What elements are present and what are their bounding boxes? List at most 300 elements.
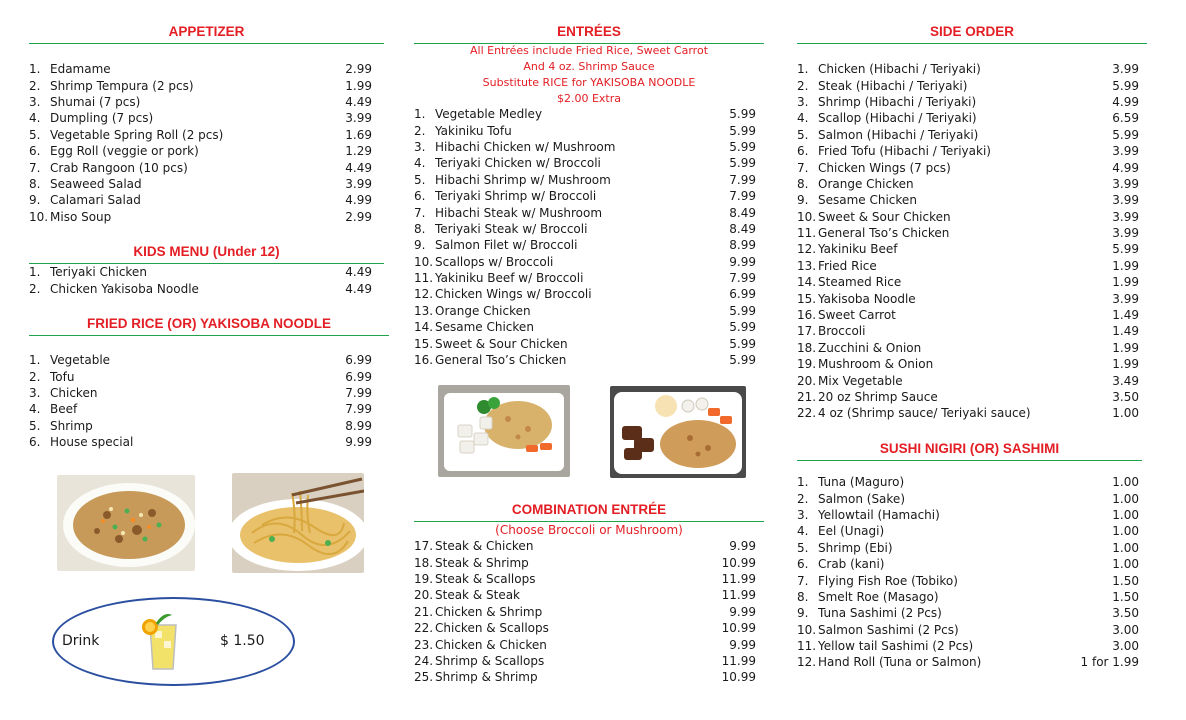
menu-item-num: 19. xyxy=(414,571,434,586)
menu-item-name: Eel (Unagi) xyxy=(818,524,885,539)
menu-item-price: 1.99 xyxy=(1112,275,1139,290)
menu-item-name: Vegetable xyxy=(50,353,111,368)
menu-item-name: General Tso’s Chicken xyxy=(435,353,567,368)
menu-item-name: Yakiniku Beef xyxy=(818,242,898,257)
menu-item xyxy=(797,556,1139,572)
menu-item-price: 5.99 xyxy=(729,107,756,122)
menu-item-num: 10. xyxy=(797,209,817,224)
menu-item xyxy=(29,176,372,192)
menu-item-num: 7. xyxy=(29,160,41,175)
menu-item-name: Seaweed Salad xyxy=(50,176,142,191)
menu-item-num: 4. xyxy=(29,111,41,126)
menu-item xyxy=(797,523,1139,539)
side-order-title: SIDE ORDER xyxy=(929,22,1015,42)
menu-item-name: Orange Chicken xyxy=(435,303,531,318)
menu-item-price: 5.99 xyxy=(729,303,756,318)
menu-item-price: 9.99 xyxy=(729,539,756,554)
steak-entree-photo xyxy=(610,386,746,478)
drink-glass-icon xyxy=(138,611,184,673)
menu-item-price: 3.99 xyxy=(345,111,372,126)
menu-item xyxy=(414,335,756,351)
menu-item-num: 8. xyxy=(414,221,426,236)
menu-item-num: 5. xyxy=(797,540,809,555)
menu-item-name: Dumpling (7 pcs) xyxy=(50,111,154,126)
kids-title: KIDS MENU (Under 12) xyxy=(132,242,280,262)
menu-item-num: 1. xyxy=(797,475,809,490)
menu-item xyxy=(29,352,372,368)
menu-item-price: 8.49 xyxy=(729,205,756,220)
menu-item xyxy=(29,209,372,225)
menu-item-num: 11. xyxy=(797,226,817,241)
fried-rice-list xyxy=(29,352,372,450)
menu-item xyxy=(29,143,372,159)
menu-item-price: 6.59 xyxy=(1112,111,1139,126)
menu-item-price: 1.49 xyxy=(1112,308,1139,323)
menu-item-name: Yakiniku Beef w/ Broccoli xyxy=(435,271,584,286)
menu-item-price: 6.99 xyxy=(345,369,372,384)
menu-item xyxy=(29,61,372,77)
appetizer-list xyxy=(29,61,372,225)
menu-item-name: Teriyaki Shrimp w/ Broccoli xyxy=(435,189,597,204)
menu-item-price: 4.49 xyxy=(345,265,372,280)
sushi-title: SUSHI NIGIRI (OR) SASHIMI xyxy=(879,439,1060,459)
menu-item xyxy=(414,204,756,220)
menu-item xyxy=(414,237,756,253)
menu-item xyxy=(797,225,1139,241)
menu-item-name: Edamame xyxy=(50,62,111,77)
menu-item-price: 3.99 xyxy=(1112,291,1139,306)
menu-item-num: 2. xyxy=(29,369,41,384)
menu-item-name: Chicken & Shrimp xyxy=(435,604,543,619)
menu-item-name: Fried Tofu (Hibachi / Teriyaki) xyxy=(818,144,991,159)
menu-item-num: 6. xyxy=(29,435,41,450)
menu-item xyxy=(414,571,756,587)
menu-item xyxy=(29,77,372,93)
fried-rice-title: FRIED RICE (OR) YAKISOBA NOODLE xyxy=(86,314,332,334)
menu-item-name: Shrimp (Ebi) xyxy=(818,540,893,555)
menu-item xyxy=(797,323,1139,339)
menu-item-name: Shumai (7 pcs) xyxy=(50,94,141,109)
menu-item xyxy=(414,604,756,620)
menu-item-price: 2.99 xyxy=(345,209,372,224)
menu-item-num: 12. xyxy=(797,655,817,670)
menu-item xyxy=(797,143,1139,159)
menu-item-price: 7.99 xyxy=(729,271,756,286)
menu-item-num: 11. xyxy=(414,271,434,286)
menu-item xyxy=(797,307,1139,323)
heading-rule xyxy=(797,43,1147,44)
menu-item-price: 3.50 xyxy=(1112,390,1139,404)
menu-item-name: Crab (kani) xyxy=(818,557,885,572)
menu-item-name: Salmon (Hibachi / Teriyaki) xyxy=(818,127,979,142)
menu-item-num: 14. xyxy=(797,275,817,290)
menu-item xyxy=(797,474,1139,490)
menu-item-price: 8.99 xyxy=(345,418,372,433)
kids-list xyxy=(29,264,372,297)
menu-item-name: General Tso’s Chicken xyxy=(818,226,950,241)
menu-item-name: Fried Rice xyxy=(818,258,877,273)
menu-item xyxy=(797,540,1139,556)
menu-item-name: 20 oz Shrimp Sauce xyxy=(818,390,938,404)
menu-item-price: 10.99 xyxy=(721,621,756,636)
menu-item-name: Mix Vegetable xyxy=(818,373,903,388)
menu-item-name: Steak & Chicken xyxy=(435,539,534,554)
menu-item-num: 7. xyxy=(414,205,426,220)
menu-item-num: 13. xyxy=(797,258,817,273)
menu-item xyxy=(414,620,756,636)
menu-item-name: Steak & Scallops xyxy=(435,571,536,586)
menu-item-price: 7.99 xyxy=(345,385,372,400)
menu-item xyxy=(414,319,756,335)
menu-item-price: 3.99 xyxy=(1112,62,1139,77)
menu-item-num: 20. xyxy=(797,373,817,388)
menu-item-num: 16. xyxy=(797,308,817,323)
menu-item-num: 19. xyxy=(797,357,817,372)
menu-item-price: 4.49 xyxy=(345,160,372,175)
menu-item-num: 5. xyxy=(797,127,809,142)
menu-item-num: 23. xyxy=(414,637,434,652)
menu-item-price: 1.99 xyxy=(1112,340,1139,355)
menu-item xyxy=(797,389,1139,405)
menu-item-price: 1.99 xyxy=(345,78,372,93)
menu-item xyxy=(797,654,1139,670)
menu-item-name: Hibachi Steak w/ Mushroom xyxy=(435,205,603,220)
menu-item-price: 1.00 xyxy=(1112,557,1139,572)
menu-item-name: Zucchini & Onion xyxy=(818,340,922,355)
menu-item-num: 22. xyxy=(414,621,434,636)
heading-rule xyxy=(797,460,1142,461)
menu-item xyxy=(414,653,756,669)
yakisoba-photo xyxy=(232,473,364,573)
menu-item xyxy=(29,368,372,384)
entrees-title: ENTRÉES xyxy=(556,22,622,42)
menu-item xyxy=(797,405,1139,421)
menu-item xyxy=(414,303,756,319)
menu-item xyxy=(797,209,1139,225)
menu-item xyxy=(414,286,756,302)
menu-item-name: House special xyxy=(50,435,134,450)
menu-item-price: 1.69 xyxy=(345,127,372,142)
menu-item-price: 5.99 xyxy=(729,320,756,335)
menu-item xyxy=(29,127,372,143)
menu-item xyxy=(414,669,756,685)
entrees-note-line: All Entrées include Fried Rice, Sweet Carrot xyxy=(469,44,709,57)
menu-item-num: 4. xyxy=(414,156,426,171)
menu-item-num: 13. xyxy=(414,303,434,318)
menu-item-price: 10.99 xyxy=(721,555,756,570)
menu-item-name: Steak & Steak xyxy=(435,588,521,603)
menu-item-name: Teriyaki Chicken xyxy=(50,265,147,280)
menu-item-name: Broccoli xyxy=(818,324,866,339)
menu-item-name: Chicken xyxy=(50,385,98,400)
menu-item-price: 1.00 xyxy=(1112,524,1139,539)
menu-item-name: 4 oz (Shrimp sauce/ Teriyaki sauce) xyxy=(818,406,1031,421)
menu-item xyxy=(414,554,756,570)
menu-item-name: Smelt Roe (Masago) xyxy=(818,589,939,604)
menu-item-num: 14. xyxy=(414,320,434,335)
menu-item-num: 2. xyxy=(414,123,426,138)
menu-item-num: 10. xyxy=(414,254,434,269)
menu-item-price: 1 for 1.99 xyxy=(1080,655,1139,670)
menu-item-price: 5.99 xyxy=(729,123,756,138)
menu-item-price: 3.49 xyxy=(1112,373,1139,388)
entrees-note xyxy=(414,43,764,107)
menu-item-name: Sweet Carrot xyxy=(818,308,896,323)
menu-item-num: 16. xyxy=(414,353,434,368)
menu-item-num: 18. xyxy=(414,555,434,570)
menu-item-price: 5.99 xyxy=(1112,127,1139,142)
menu-item-num: 11. xyxy=(797,639,817,654)
appetizer-heading xyxy=(29,22,384,46)
menu-item-name: Yakisoba Noodle xyxy=(818,291,916,306)
menu-item-name: Chicken Yakisoba Noodle xyxy=(50,281,199,296)
menu-item-num: 2. xyxy=(29,78,41,93)
menu-item xyxy=(797,176,1139,192)
menu-item xyxy=(797,77,1139,93)
menu-item-num: 1. xyxy=(29,265,41,280)
menu-item-price: 6.99 xyxy=(345,353,372,368)
menu-item-num: 25. xyxy=(414,670,434,685)
menu-item-price: 6.99 xyxy=(729,287,756,302)
menu-item-name: Shrimp Tempura (2 pcs) xyxy=(50,78,194,93)
menu-item-num: 3. xyxy=(797,94,809,109)
menu-item-name: Teriyaki Steak w/ Broccoli xyxy=(435,221,588,236)
menu-item-name: Vegetable Medley xyxy=(435,107,543,122)
menu-item-price: 5.99 xyxy=(729,353,756,368)
menu-item-price: 3.99 xyxy=(1112,144,1139,159)
menu-item-name: Shrimp xyxy=(50,418,93,433)
menu-item xyxy=(797,94,1139,110)
menu-item-price: 4.49 xyxy=(345,281,372,296)
menu-item xyxy=(797,340,1139,356)
menu-item-name: Yellow tail Sashimi (2 Pcs) xyxy=(818,639,974,654)
menu-item-num: 5. xyxy=(29,127,41,142)
menu-item-name: Vegetable Spring Roll (2 pcs) xyxy=(50,127,224,142)
entrees-list xyxy=(414,106,756,368)
menu-item-num: 6. xyxy=(797,144,809,159)
combination-note: (Choose Broccoli or Mushroom) xyxy=(495,523,683,537)
menu-item-num: 6. xyxy=(414,189,426,204)
menu-item-price: 8.49 xyxy=(729,221,756,236)
menu-item xyxy=(797,572,1139,588)
menu-item xyxy=(797,290,1139,306)
menu-item-num: 3. xyxy=(414,139,426,154)
menu-item-name: Shrimp (Hibachi / Teriyaki) xyxy=(818,94,977,109)
menu-item-num: 5. xyxy=(29,418,41,433)
menu-item xyxy=(29,192,372,208)
menu-item-name: Miso Soup xyxy=(50,209,112,224)
menu-item-num: 1. xyxy=(797,62,809,77)
menu-item-num: 8. xyxy=(797,589,809,604)
menu-item xyxy=(29,94,372,110)
menu-item-name: Salmon Filet w/ Broccoli xyxy=(435,238,578,253)
menu-item xyxy=(797,127,1139,143)
menu-item xyxy=(797,589,1139,605)
menu-item-name: Steak (Hibachi / Teriyaki) xyxy=(818,78,968,93)
menu-item-price: 7.99 xyxy=(729,172,756,187)
menu-item-num: 1. xyxy=(414,107,426,122)
entrees-note-line: Substitute RICE for YAKISOBA NOODLE xyxy=(482,76,696,89)
menu-item-num: 4. xyxy=(29,402,41,417)
entrees-note-line: $2.00 Extra xyxy=(556,92,622,105)
menu-item-num: 24. xyxy=(414,653,434,668)
sushi-heading xyxy=(797,439,1142,463)
menu-item-num: 20. xyxy=(414,588,434,603)
menu-item xyxy=(797,274,1139,290)
menu-item xyxy=(29,418,372,434)
menu-item-num: 9. xyxy=(414,238,426,253)
menu-item-price: 4.99 xyxy=(1112,94,1139,109)
menu-item-num: 5. xyxy=(414,172,426,187)
menu-item-name: Steak & Shrimp xyxy=(435,555,529,570)
menu-item-num: 12. xyxy=(414,287,434,302)
menu-item-price: 11.99 xyxy=(721,588,756,603)
menu-item-name: Crab Rangoon (10 pcs) xyxy=(50,160,188,175)
menu-item xyxy=(797,638,1139,654)
side-order-list xyxy=(797,61,1139,422)
menu-item-price: 1.99 xyxy=(1112,357,1139,372)
menu-item-name: Flying Fish Roe (Tobiko) xyxy=(818,573,958,588)
menu-item-name: Calamari Salad xyxy=(50,193,141,208)
menu-item-price: 5.99 xyxy=(1112,78,1139,93)
menu-item-num: 21. xyxy=(414,604,434,619)
menu-item-name: Shrimp & Shrimp xyxy=(435,670,538,685)
menu-item-num: 10. xyxy=(797,622,817,637)
menu-item-price: 1.00 xyxy=(1112,507,1139,522)
menu-item-price: 9.99 xyxy=(729,604,756,619)
menu-item xyxy=(797,490,1139,506)
menu-item xyxy=(29,159,372,175)
menu-item xyxy=(29,280,372,296)
menu-item-name: Yakiniku Tofu xyxy=(435,123,512,138)
menu-item xyxy=(797,61,1139,77)
menu-item-name: Hand Roll (Tuna or Salmon) xyxy=(818,655,982,670)
menu-item-price: 5.99 xyxy=(729,336,756,351)
combination-title: COMBINATION ENTRÉE xyxy=(511,500,667,520)
fried-rice-heading xyxy=(29,314,389,338)
menu-item-num: 4. xyxy=(797,524,809,539)
menu-item-name: Egg Roll (veggie or pork) xyxy=(50,144,199,159)
menu-item-price: 4.99 xyxy=(345,193,372,208)
menu-item xyxy=(797,356,1139,372)
menu-item-price: 11.99 xyxy=(721,653,756,668)
menu-item xyxy=(797,159,1139,175)
menu-item-name: Tuna (Maguro) xyxy=(818,475,905,490)
menu-item-price: 3.00 xyxy=(1112,622,1139,637)
menu-item-price: 1.50 xyxy=(1112,573,1139,588)
menu-item-num: 2. xyxy=(797,491,809,506)
drink-label: Drink xyxy=(62,633,100,649)
menu-item-num: 21. xyxy=(797,390,817,404)
menu-item-num: 7. xyxy=(797,160,809,175)
menu-item xyxy=(414,352,756,368)
menu-item xyxy=(414,221,756,237)
menu-item-num: 9. xyxy=(29,193,41,208)
menu-item xyxy=(414,636,756,652)
menu-item xyxy=(414,270,756,286)
menu-item-name: Beef xyxy=(50,402,78,417)
menu-item-name: Shrimp & Scallops xyxy=(435,653,545,668)
menu-item-name: Tuna Sashimi (2 Pcs) xyxy=(818,606,942,621)
menu-item-num: 17. xyxy=(797,324,817,339)
menu-item-num: 8. xyxy=(29,176,41,191)
menu-item-name: Sweet & Sour Chicken xyxy=(435,336,568,351)
menu-item xyxy=(29,264,372,280)
menu-item-price: 1.29 xyxy=(345,144,372,159)
menu-item-num: 7. xyxy=(797,573,809,588)
menu-item xyxy=(29,434,372,450)
menu-item xyxy=(797,605,1139,621)
menu-item-price: 1.00 xyxy=(1112,491,1139,506)
menu-item-name: Chicken & Chicken xyxy=(435,637,547,652)
menu-item-name: Orange Chicken xyxy=(818,176,914,191)
menu-item xyxy=(414,587,756,603)
menu-item-name: Mushroom & Onion xyxy=(818,357,934,372)
menu-item-num: 12. xyxy=(797,242,817,257)
drink-price: $ 1.50 xyxy=(220,633,265,649)
menu-item-num: 15. xyxy=(797,291,817,306)
menu-item-price: 1.00 xyxy=(1112,406,1139,421)
fried-rice-photo xyxy=(57,475,195,571)
menu-item xyxy=(797,258,1139,274)
side-order-heading xyxy=(797,22,1147,46)
menu-item-num: 3. xyxy=(29,385,41,400)
menu-item-price: 1.50 xyxy=(1112,589,1139,604)
menu-item xyxy=(797,372,1139,388)
menu-item-name: Sweet & Sour Chicken xyxy=(818,209,951,224)
menu-item xyxy=(414,106,756,122)
menu-item-name: Chicken Wings (7 pcs) xyxy=(818,160,951,175)
menu-item-price: 2.99 xyxy=(345,62,372,77)
menu-item-price: 3.99 xyxy=(1112,176,1139,191)
menu-item-num: 2. xyxy=(797,78,809,93)
menu-item-name: Tofu xyxy=(50,369,75,384)
menu-item xyxy=(414,155,756,171)
menu-item-price: 1.99 xyxy=(1112,258,1139,273)
menu-item-price: 9.99 xyxy=(729,254,756,269)
menu-item-price: 4.99 xyxy=(1112,160,1139,175)
menu-item xyxy=(414,122,756,138)
menu-item-name: Sesame Chicken xyxy=(435,320,534,335)
menu-item xyxy=(797,192,1139,208)
menu-item-price: 5.99 xyxy=(729,156,756,171)
menu-item-price: 1.00 xyxy=(1112,475,1139,490)
menu-item-num: 4. xyxy=(797,111,809,126)
menu-item-price: 3.99 xyxy=(1112,226,1139,241)
menu-item xyxy=(29,110,372,126)
menu-item xyxy=(29,401,372,417)
menu-item-price: 5.99 xyxy=(729,139,756,154)
menu-item-price: 5.99 xyxy=(1112,242,1139,257)
menu-item-price: 7.99 xyxy=(729,189,756,204)
sushi-list xyxy=(797,474,1139,671)
menu-item xyxy=(797,241,1139,257)
menu-item-name: Steamed Rice xyxy=(818,275,902,290)
menu-item-num: 17. xyxy=(414,539,434,554)
menu-item-num: 3. xyxy=(797,507,809,522)
menu-item-name: Teriyaki Chicken w/ Broccoli xyxy=(435,156,601,171)
menu-item-price: 3.50 xyxy=(1112,606,1139,621)
menu-item-price: 3.00 xyxy=(1112,639,1139,654)
menu-item-num: 2. xyxy=(29,281,41,296)
menu-item-price: 1.49 xyxy=(1112,324,1139,339)
menu-item-price: 3.99 xyxy=(345,176,372,191)
menu-item-num: 1. xyxy=(29,353,41,368)
menu-item-num: 18. xyxy=(797,340,817,355)
menu-item-num: 6. xyxy=(797,557,809,572)
menu-item-price: 7.99 xyxy=(345,402,372,417)
menu-item-price: 9.99 xyxy=(345,435,372,450)
